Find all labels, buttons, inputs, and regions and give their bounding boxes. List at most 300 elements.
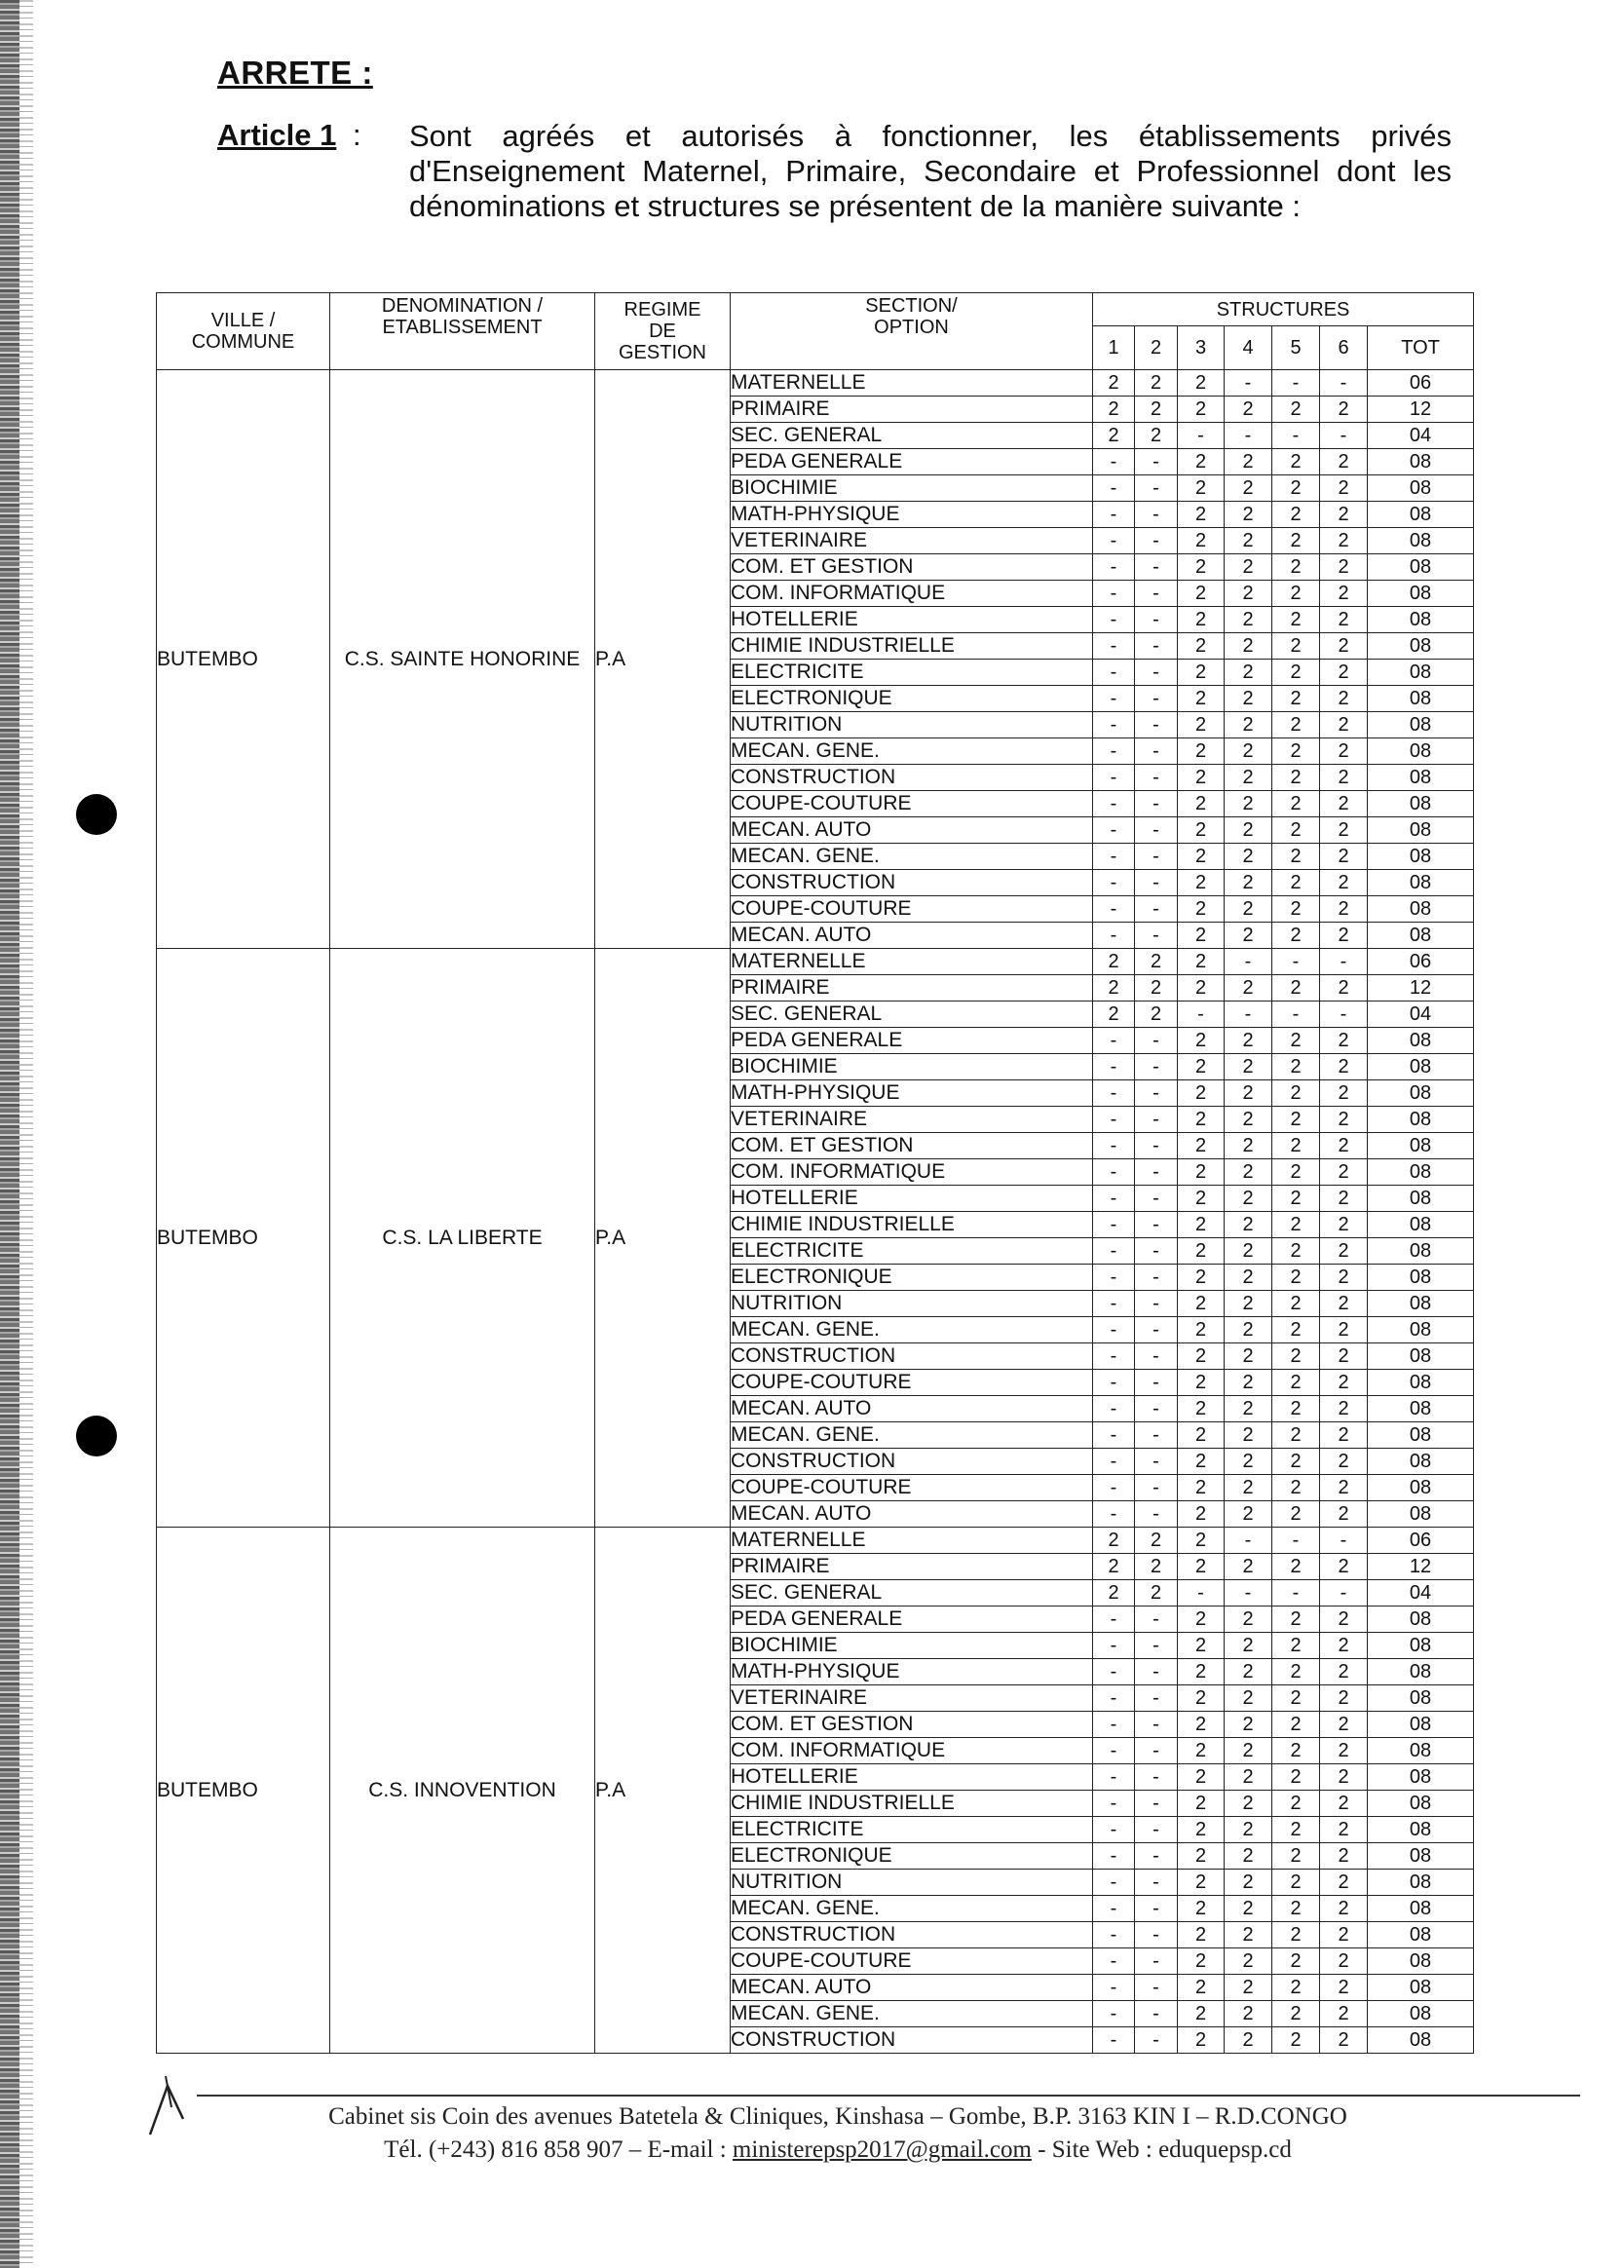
structure-value-cell: -	[1135, 712, 1178, 738]
total-cell: 06	[1368, 949, 1474, 975]
structure-value-cell: 2	[1178, 1817, 1225, 1843]
structure-value-cell: 2	[1178, 712, 1225, 738]
structure-value-cell: -	[1135, 1475, 1178, 1501]
section-option-cell: CONSTRUCTION	[731, 765, 1093, 791]
structure-value-cell: -	[1135, 581, 1178, 607]
structure-value-cell: 2	[1178, 1265, 1225, 1291]
section-option-cell: CONSTRUCTION	[731, 1922, 1093, 1948]
section-option-cell: MATERNELLE	[731, 949, 1093, 975]
total-cell: 12	[1368, 975, 1474, 1002]
structure-value-cell: -	[1093, 528, 1135, 554]
structure-value-cell: -	[1320, 1002, 1368, 1028]
structure-value-cell: -	[1135, 607, 1178, 633]
structure-value-cell: 2	[1178, 370, 1225, 397]
structure-value-cell: -	[1093, 1212, 1135, 1238]
structure-value-cell: 2	[1093, 1002, 1135, 1028]
structure-value-cell: 2	[1320, 1291, 1368, 1317]
structure-value-cell: 2	[1225, 397, 1272, 423]
structure-value-cell: 2	[1178, 1133, 1225, 1159]
scan-edge-artifact-inner	[19, 0, 33, 2268]
structure-value-cell: -	[1093, 502, 1135, 528]
structure-value-cell: -	[1093, 1107, 1135, 1133]
total-cell: 08	[1368, 1107, 1474, 1133]
structure-value-cell: -	[1135, 1265, 1178, 1291]
structure-value-cell: -	[1225, 1580, 1272, 1606]
structure-value-cell: 2	[1272, 1212, 1320, 1238]
structure-value-cell: 2	[1093, 370, 1135, 397]
structure-value-cell: 2	[1225, 554, 1272, 581]
structure-value-cell: 2	[1225, 1449, 1272, 1475]
structure-value-cell: 2	[1225, 817, 1272, 844]
total-cell: 08	[1368, 1212, 1474, 1238]
structure-value-cell: 2	[1272, 1054, 1320, 1080]
structure-value-cell: 2	[1320, 1817, 1368, 1843]
structure-value-cell: -	[1093, 738, 1135, 765]
total-cell: 08	[1368, 1975, 1474, 2001]
structure-value-cell: -	[1093, 1712, 1135, 1738]
section-option-cell: NUTRITION	[731, 712, 1093, 738]
structure-value-cell: -	[1225, 1002, 1272, 1028]
structure-value-cell: 2	[1320, 1133, 1368, 1159]
structure-value-cell: -	[1225, 370, 1272, 397]
structure-value-cell: 2	[1178, 1186, 1225, 1212]
structure-value-cell: -	[1320, 370, 1368, 397]
structure-value-cell: 2	[1320, 1659, 1368, 1685]
structure-value-cell: 2	[1135, 975, 1178, 1002]
structure-value-cell: -	[1135, 896, 1178, 923]
section-option-cell: ELECTRICITE	[731, 1817, 1093, 1843]
structure-value-cell: 2	[1320, 712, 1368, 738]
section-option-cell: VETERINAIRE	[731, 1107, 1093, 1133]
structure-value-cell: -	[1135, 2001, 1178, 2027]
structure-value-cell: -	[1093, 1764, 1135, 1791]
total-cell: 08	[1368, 844, 1474, 870]
page-heading: ARRETE :	[217, 55, 373, 91]
structure-value-cell: 2	[1320, 1343, 1368, 1370]
structure-value-cell: 2	[1320, 896, 1368, 923]
structure-value-cell: 2	[1225, 923, 1272, 949]
structure-value-cell: -	[1135, 1633, 1178, 1659]
structure-value-cell: -	[1093, 607, 1135, 633]
ville-cell: BUTEMBO	[157, 1528, 330, 2054]
structure-value-cell: -	[1093, 1896, 1135, 1922]
structure-value-cell: 2	[1225, 1554, 1272, 1580]
structure-value-cell: -	[1135, 1396, 1178, 1422]
section-option-cell: ELECTRICITE	[731, 660, 1093, 686]
section-option-cell: COM. ET GESTION	[731, 1712, 1093, 1738]
section-option-cell: CONSTRUCTION	[731, 870, 1093, 896]
structure-value-cell: 2	[1178, 1764, 1225, 1791]
structure-value-cell: 2	[1135, 1554, 1178, 1580]
structure-value-cell: -	[1093, 2001, 1135, 2027]
structure-value-cell: 2	[1272, 1133, 1320, 1159]
total-cell: 08	[1368, 554, 1474, 581]
total-cell: 08	[1368, 1028, 1474, 1054]
total-cell: 04	[1368, 1580, 1474, 1606]
total-cell: 08	[1368, 686, 1474, 712]
structure-value-cell: 2	[1178, 1606, 1225, 1633]
structure-value-cell: 2	[1272, 1554, 1320, 1580]
structure-value-cell: -	[1135, 1764, 1178, 1791]
structure-value-cell: 2	[1225, 1738, 1272, 1764]
structure-value-cell: -	[1093, 1475, 1135, 1501]
total-cell: 08	[1368, 1501, 1474, 1528]
footer-contact	[156, 2136, 1520, 2164]
structure-value-cell: 2	[1178, 1343, 1225, 1370]
total-cell: 08	[1368, 528, 1474, 554]
structure-value-cell: -	[1093, 1659, 1135, 1685]
structure-value-cell: -	[1093, 554, 1135, 581]
structure-value-cell: -	[1093, 1870, 1135, 1896]
structure-value-cell: 2	[1225, 660, 1272, 686]
structure-value-cell: 2	[1225, 870, 1272, 896]
structure-value-cell: 2	[1135, 1528, 1178, 1554]
structure-value-cell: -	[1272, 370, 1320, 397]
structure-value-cell: 2	[1272, 870, 1320, 896]
structure-value-cell: 2	[1225, 1265, 1272, 1291]
structure-value-cell: 2	[1272, 475, 1320, 502]
structure-value-cell: 2	[1320, 1948, 1368, 1975]
structure-value-cell: 2	[1178, 1870, 1225, 1896]
structure-value-cell: 2	[1320, 475, 1368, 502]
structure-value-cell: -	[1093, 1501, 1135, 1528]
structure-value-cell: -	[1135, 817, 1178, 844]
structure-value-cell: -	[1135, 738, 1178, 765]
structure-value-cell: 2	[1225, 1975, 1272, 2001]
structure-value-cell: -	[1135, 1054, 1178, 1080]
article-text: Sont agréés et autorisés à fonctionner, les établissements privés d'Enseignement Maternel, Primaire, Secondaire et Professionnel dont les dénominations et structures se présentent de la manière suivante :	[409, 119, 1452, 223]
structure-value-cell: 2	[1178, 1317, 1225, 1343]
structure-value-cell: 2	[1225, 502, 1272, 528]
structure-value-cell: -	[1135, 765, 1178, 791]
total-cell: 08	[1368, 738, 1474, 765]
structure-value-cell: 2	[1272, 397, 1320, 423]
structure-value-cell: 2	[1225, 975, 1272, 1002]
section-option-cell: COUPE-COUTURE	[731, 1948, 1093, 1975]
structure-value-cell: -	[1178, 423, 1225, 449]
structure-value-cell: 2	[1272, 686, 1320, 712]
structure-value-cell: 2	[1320, 1870, 1368, 1896]
section-option-cell: CONSTRUCTION	[731, 1449, 1093, 1475]
structure-value-cell: -	[1320, 423, 1368, 449]
section-option-cell: PRIMAIRE	[731, 1554, 1093, 1580]
structure-value-cell: -	[1135, 1317, 1178, 1343]
structure-value-cell: 2	[1272, 1922, 1320, 1948]
structure-value-cell: 2	[1272, 765, 1320, 791]
structure-value-cell: 2	[1178, 449, 1225, 475]
structure-value-cell: -	[1093, 2027, 1135, 2054]
structure-value-cell: 2	[1178, 660, 1225, 686]
structure-value-cell: -	[1135, 554, 1178, 581]
structure-value-cell: -	[1093, 1238, 1135, 1265]
total-cell: 08	[1368, 1159, 1474, 1186]
section-option-cell: MATH-PHYSIQUE	[731, 1080, 1093, 1107]
structure-value-cell: 2	[1320, 1422, 1368, 1449]
structure-value-cell: -	[1135, 1186, 1178, 1212]
structure-value-cell: -	[1135, 1817, 1178, 1843]
structure-value-cell: 2	[1178, 1028, 1225, 1054]
structure-value-cell: -	[1272, 1580, 1320, 1606]
structure-value-cell: 2	[1320, 528, 1368, 554]
section-option-cell: PEDA GENERALE	[731, 1028, 1093, 1054]
structure-value-cell: 2	[1225, 1291, 1272, 1317]
structure-value-cell: 2	[1178, 1291, 1225, 1317]
structure-value-cell: 2	[1093, 975, 1135, 1002]
section-option-cell: PRIMAIRE	[731, 397, 1093, 423]
structure-value-cell: 2	[1093, 397, 1135, 423]
total-cell: 08	[1368, 1712, 1474, 1738]
total-cell: 08	[1368, 1343, 1474, 1370]
punch-hole	[76, 794, 117, 835]
structure-value-cell: -	[1135, 1133, 1178, 1159]
structure-value-cell: -	[1135, 923, 1178, 949]
structure-value-cell: -	[1135, 1791, 1178, 1817]
structure-value-cell: 2	[1272, 1396, 1320, 1422]
structure-value-cell: 2	[1272, 502, 1320, 528]
structure-value-cell: -	[1135, 1870, 1178, 1896]
header-col-3: 3	[1178, 326, 1225, 370]
structure-value-cell: -	[1093, 1054, 1135, 1080]
structure-value-cell: -	[1135, 1738, 1178, 1764]
section-option-cell: HOTELLERIE	[731, 1186, 1093, 1212]
structure-value-cell: 2	[1320, 554, 1368, 581]
structure-value-cell: 2	[1225, 844, 1272, 870]
total-cell: 12	[1368, 1554, 1474, 1580]
structure-value-cell: 2	[1320, 607, 1368, 633]
total-cell: 08	[1368, 2001, 1474, 2027]
total-cell: 08	[1368, 1659, 1474, 1685]
section-option-cell: CONSTRUCTION	[731, 1343, 1093, 1370]
structure-value-cell: 2	[1272, 581, 1320, 607]
structure-value-cell: 2	[1225, 1843, 1272, 1870]
structure-value-cell: -	[1135, 1449, 1178, 1475]
structure-value-cell: -	[1135, 1080, 1178, 1107]
structure-value-cell: -	[1135, 1606, 1178, 1633]
structure-value-cell: 2	[1093, 423, 1135, 449]
structure-value-cell: -	[1093, 1922, 1135, 1948]
structure-value-cell: -	[1320, 949, 1368, 975]
structure-value-cell: 2	[1178, 1370, 1225, 1396]
structure-value-cell: 2	[1320, 686, 1368, 712]
structure-value-cell: -	[1093, 765, 1135, 791]
structure-value-cell: -	[1135, 1107, 1178, 1133]
structure-value-cell: 2	[1225, 1343, 1272, 1370]
structure-value-cell: 2	[1272, 528, 1320, 554]
structure-value-cell: -	[1135, 1501, 1178, 1528]
total-cell: 08	[1368, 923, 1474, 949]
regime-cell: P.A	[595, 1528, 731, 2054]
section-option-cell: MATERNELLE	[731, 370, 1093, 397]
section-option-cell: ELECTRONIQUE	[731, 1265, 1093, 1291]
structure-value-cell: 2	[1320, 738, 1368, 765]
section-option-cell: COUPE-COUTURE	[731, 1370, 1093, 1396]
structure-value-cell: 2	[1178, 817, 1225, 844]
structure-value-cell: 2	[1178, 896, 1225, 923]
total-cell: 08	[1368, 1238, 1474, 1265]
structure-value-cell: 2	[1178, 1975, 1225, 2001]
structure-value-cell: 2	[1178, 397, 1225, 423]
structure-value-cell: 2	[1225, 1633, 1272, 1659]
structure-value-cell: 2	[1178, 1843, 1225, 1870]
header-col-2: 2	[1135, 326, 1178, 370]
structure-value-cell: 2	[1178, 2027, 1225, 2054]
structure-value-cell: -	[1093, 1291, 1135, 1317]
structure-value-cell: 2	[1272, 449, 1320, 475]
structure-value-cell: -	[1135, 1370, 1178, 1396]
total-cell: 08	[1368, 1922, 1474, 1948]
structure-value-cell: 2	[1178, 791, 1225, 817]
regime-cell: P.A	[595, 370, 731, 949]
structure-value-cell: 2	[1272, 1606, 1320, 1633]
total-cell: 08	[1368, 1633, 1474, 1659]
structure-value-cell: 2	[1135, 397, 1178, 423]
total-cell: 08	[1368, 1054, 1474, 1080]
structure-value-cell: -	[1135, 1238, 1178, 1265]
structure-value-cell: 2	[1178, 738, 1225, 765]
section-option-cell: COM. ET GESTION	[731, 554, 1093, 581]
structure-value-cell: -	[1135, 870, 1178, 896]
header-col-4: 4	[1225, 326, 1272, 370]
structure-value-cell: -	[1093, 923, 1135, 949]
structure-value-cell: -	[1093, 1606, 1135, 1633]
structure-value-cell: 2	[1272, 633, 1320, 660]
structure-value-cell: 2	[1178, 1212, 1225, 1238]
structure-value-cell: -	[1093, 1133, 1135, 1159]
structure-value-cell: -	[1135, 1212, 1178, 1238]
section-option-cell: MECAN. AUTO	[731, 1975, 1093, 2001]
total-cell: 12	[1368, 397, 1474, 423]
structure-value-cell: 2	[1272, 1107, 1320, 1133]
structure-value-cell: 2	[1320, 633, 1368, 660]
structure-value-cell: 2	[1225, 738, 1272, 765]
structure-value-cell: -	[1093, 581, 1135, 607]
structure-value-cell: -	[1093, 449, 1135, 475]
structure-value-cell: 2	[1272, 817, 1320, 844]
structure-value-cell: 2	[1272, 1501, 1320, 1528]
footer-email-link[interactable]: ministerepsp2017@gmail.com	[732, 2136, 1032, 2163]
structure-value-cell: 2	[1225, 712, 1272, 738]
section-option-cell: MECAN. AUTO	[731, 1501, 1093, 1528]
structure-value-cell: 2	[1272, 1712, 1320, 1738]
structure-value-cell: -	[1093, 1080, 1135, 1107]
section-option-cell: MECAN. GENE.	[731, 1896, 1093, 1922]
structure-value-cell: 2	[1225, 791, 1272, 817]
structure-value-cell: 2	[1178, 1396, 1225, 1422]
structure-value-cell: 2	[1178, 1659, 1225, 1685]
total-cell: 08	[1368, 870, 1474, 896]
section-option-cell: SEC. GENERAL	[731, 1002, 1093, 1028]
structure-value-cell: 2	[1178, 1475, 1225, 1501]
structure-value-cell: 2	[1272, 660, 1320, 686]
table-body	[157, 370, 1474, 2054]
structure-value-cell: 2	[1320, 1896, 1368, 1922]
structure-value-cell: 2	[1272, 712, 1320, 738]
structure-value-cell: 2	[1178, 1528, 1225, 1554]
structure-value-cell: 2	[1178, 844, 1225, 870]
structure-value-cell: -	[1135, 633, 1178, 660]
structure-value-cell: 2	[1320, 660, 1368, 686]
section-option-cell: MATERNELLE	[731, 1528, 1093, 1554]
structure-value-cell: -	[1272, 1002, 1320, 1028]
structure-value-cell: 2	[1320, 1685, 1368, 1712]
structure-value-cell: 2	[1272, 1449, 1320, 1475]
total-cell: 08	[1368, 1843, 1474, 1870]
structure-value-cell: 2	[1178, 1501, 1225, 1528]
structure-value-cell: 2	[1225, 686, 1272, 712]
structure-value-cell: 2	[1320, 1212, 1368, 1238]
structure-value-cell: 2	[1320, 1843, 1368, 1870]
structure-value-cell: 2	[1225, 528, 1272, 554]
total-cell: 08	[1368, 1080, 1474, 1107]
structure-value-cell: 2	[1320, 975, 1368, 1002]
structure-value-cell: 2	[1320, 765, 1368, 791]
structure-value-cell: 2	[1225, 1896, 1272, 1922]
structure-value-cell: -	[1135, 1685, 1178, 1712]
ville-cell: BUTEMBO	[157, 370, 330, 949]
structure-value-cell: 2	[1225, 765, 1272, 791]
structure-value-cell: 2	[1272, 1159, 1320, 1186]
structure-value-cell: 2	[1178, 1054, 1225, 1080]
section-option-cell: PEDA GENERALE	[731, 449, 1093, 475]
structure-value-cell: 2	[1225, 896, 1272, 923]
structure-value-cell: -	[1093, 817, 1135, 844]
structure-value-cell: 2	[1225, 2001, 1272, 2027]
structure-value-cell: 2	[1320, 1080, 1368, 1107]
structure-value-cell: 2	[1320, 1054, 1368, 1080]
section-option-cell: MECAN. GENE.	[731, 844, 1093, 870]
structure-value-cell: 2	[1225, 1948, 1272, 1975]
structure-value-cell: -	[1135, 528, 1178, 554]
section-option-cell: MECAN. GENE.	[731, 1317, 1093, 1343]
structure-value-cell: 2	[1272, 607, 1320, 633]
structure-value-cell: 2	[1272, 1475, 1320, 1501]
total-cell: 08	[1368, 1948, 1474, 1975]
structure-value-cell: -	[1093, 1422, 1135, 1449]
section-option-cell: BIOCHIMIE	[731, 1633, 1093, 1659]
structure-value-cell: 2	[1320, 1501, 1368, 1528]
structure-value-cell: 2	[1178, 1948, 1225, 1975]
header-col-6: 6	[1320, 326, 1368, 370]
structure-value-cell: 2	[1272, 1238, 1320, 1265]
total-cell: 08	[1368, 1870, 1474, 1896]
structure-value-cell: 2	[1225, 1396, 1272, 1422]
section-option-cell: MECAN. GENE.	[731, 2001, 1093, 2027]
denomination-cell: C.S. INNOVENTION	[330, 1528, 595, 2054]
structure-value-cell: -	[1093, 633, 1135, 660]
structure-value-cell: 2	[1320, 1975, 1368, 2001]
structure-value-cell: 2	[1272, 1659, 1320, 1685]
structure-value-cell: 2	[1225, 1659, 1272, 1685]
structure-value-cell: -	[1093, 1028, 1135, 1054]
structure-value-cell: -	[1093, 1343, 1135, 1370]
total-cell: 08	[1368, 712, 1474, 738]
structure-value-cell: 2	[1272, 1186, 1320, 1212]
header-col-1: 1	[1093, 326, 1135, 370]
structure-value-cell: -	[1093, 1317, 1135, 1343]
structure-value-cell: 2	[1320, 1396, 1368, 1422]
section-option-cell: SEC. GENERAL	[731, 423, 1093, 449]
total-cell: 08	[1368, 2027, 1474, 2054]
table-row	[157, 949, 1474, 975]
denomination-cell: C.S. SAINTE HONORINE	[330, 370, 595, 949]
section-option-cell: BIOCHIMIE	[731, 1054, 1093, 1080]
structure-value-cell: -	[1093, 1186, 1135, 1212]
structure-value-cell: 2	[1093, 1580, 1135, 1606]
section-option-cell: CHIMIE INDUSTRIELLE	[731, 633, 1093, 660]
total-cell: 08	[1368, 581, 1474, 607]
structure-value-cell: 2	[1320, 1265, 1368, 1291]
structure-value-cell: 2	[1272, 1370, 1320, 1396]
